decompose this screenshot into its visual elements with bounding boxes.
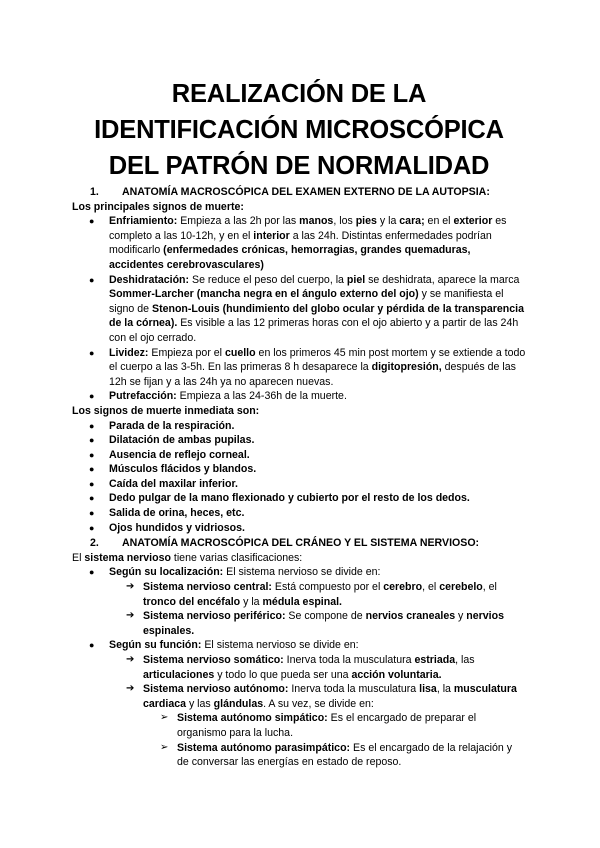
signs-intro: Los principales signos de muerte: [72, 200, 244, 213]
bullet-icon: ● [89, 567, 95, 578]
title-line-3: DEL PATRÓN DE NORMALIDAD [108, 152, 490, 180]
arrowhead-icon: ➢ [160, 712, 169, 724]
list-item-periferico: ➔ Sistema nervioso periférico: Se compone de nervios craneales y nervios espinales. [126, 610, 504, 637]
bullet-icon: ● [89, 449, 95, 460]
list-item: ● Parada de la respiración. [89, 419, 235, 432]
bullet-icon: ● [89, 478, 95, 489]
list-item-deshidratacion: ● Deshidratación: Se reduce el peso del cuerpo, la piel se deshidrata, aparece la marca Sommer-Larcher (mancha negra en el ángulo externo del ojo) y se manifiesta el signo de Stenon-Louis (hundimiento del globo ocular y pérdida de la transparencia de la córnea). Es visible a las 12 primeras horas con el ojo abierto y a partir de las 24h con el ojo cerrado. [89, 273, 525, 344]
section-title: ANATOMÍA MACROSCÓPICA DEL EXAMEN EXTERNO DE LA AUTOPSIA: [122, 186, 490, 198]
list-item: ● Ausencia de reflejo corneal. [89, 448, 250, 461]
list-item: ● Caída del maxilar inferior. [89, 477, 238, 490]
arrow-icon: ➔ [126, 581, 135, 593]
list-item-autonomo: ➔ Sistema nervioso autónomo: Inerva toda la musculatura lisa, la musculatura cardiaca y las glándulas. A su vez, se divide en: ➢ Sistema autónomo simpático: Es el encargado de preparar el organismo para la lucha. ➢ Sistema autónomo parasimpático: Es el encargado de la relajación y de conversar las energías en estado de reposo. [109, 682, 526, 770]
list-item-somatico: ➔ Sistema nervioso somático: Inerva toda la musculatura estriada, las articulaciones y todo lo que pueda ser una acción voluntaria. [126, 654, 475, 681]
list-item-funcion: ● Según su función: El sistema nervioso se divide en: ➔ Sistema nervioso somático: Inerva toda la musculatura estriada, las articulaciones y todo lo que pueda ser una acción voluntaria. ➔ Sistema nervioso autónomo: Inerva toda la musculatura lisa, la musculatura cardiaca y las glándulas. A su vez, se divide en: ➢ Sistema autónomo simpático: Es el encargado de preparar el organismo para la lucha. ➢ Sistema autónomo parasimpático: Es el encargado de la relajación y de conversar las energías en estado de reposo. [72, 638, 526, 769]
bullet-icon: ● [89, 508, 95, 519]
bullet-icon: ● [89, 522, 95, 533]
localizacion-sublist [109, 580, 526, 638]
bullet-icon: ● [89, 493, 95, 504]
list-item: ● Dedo pulgar de la mano flexionado y cubierto por el resto de los dedos. [89, 492, 470, 505]
list-item: ● Salida de orina, heces, etc. [89, 507, 245, 520]
section-number: 2. [90, 537, 99, 550]
arrow-icon: ➔ [126, 610, 135, 622]
classification-list [72, 565, 526, 769]
title-line-2: IDENTIFICACIÓN MICROSCÓPICA [94, 116, 504, 144]
section-2-heading [72, 536, 526, 551]
list-item-enfriamiento: ● Enfriamiento: Empieza a las 2h por las manos, los pies y la cara; en el exterior es completo a las 10-12h, y en el interior a las 24h. Distintas enfermedades podrían modificarlo (enfermedades crónicas, hemorragias, grandes quemaduras, accidentes cerebrovasculares) [89, 215, 507, 271]
bullet-icon: ● [89, 640, 95, 651]
immediate-signs-list [72, 419, 526, 536]
bullet-icon: ● [89, 274, 95, 285]
list-item-lividez: ● Lividez: Empieza por el cuello en los primeros 45 min post mortem y se extiende a todo el cuerpo a las 3-5h. En las primeras 8 h desaparece la digitopresión, después de las 12h se fijan y a las 24h ya no aparecen nuevas. [89, 346, 526, 388]
bullet-icon: ● [89, 435, 95, 446]
arrowhead-icon: ➢ [160, 741, 169, 753]
list-item: ● Dilatación de ambas pupilas. [89, 434, 255, 447]
signs-list [72, 214, 526, 404]
immediate-signs-intro: Los signos de muerte inmediata son: [72, 404, 260, 417]
bullet-icon: ● [89, 347, 95, 358]
arrow-icon: ➔ [126, 654, 135, 665]
page-title [72, 0, 526, 184]
list-item: ● Músculos flácidos y blandos. [89, 463, 257, 476]
funcion-sublist [109, 653, 526, 770]
list-item-putrefaccion: ● Putrefacción: Empieza a las 24-36h de la muerte. [89, 390, 347, 403]
section-number: 1. [90, 186, 99, 198]
list-item-localizacion: ● Según su localización: El sistema nervioso se divide en: ➔ Sistema nervioso central: Está compuesto por el cerebro, el cerebelo, el tronco del encéfalo y la médula espinal. ➔ Sistema nervioso periférico: Se compone de nervios craneales y nervios espinales. [72, 565, 526, 638]
bullet-icon: ● [89, 216, 95, 227]
autonomo-sublist [143, 711, 526, 769]
bullet-icon: ● [89, 464, 95, 475]
bullet-icon: ● [89, 391, 95, 402]
list-item: ● Ojos hundidos y vidriosos. [89, 521, 245, 534]
section-1-heading [72, 185, 526, 200]
arrow-icon: ➔ [126, 683, 135, 695]
section-title: ANATOMÍA MACROSCÓPICA DEL CRÁNEO Y EL SISTEMA NERVIOSO: [122, 537, 480, 550]
nervous-system-intro: El sistema nervioso tiene varias clasificaciones: [72, 551, 303, 564]
list-item-parasimpatico: ➢ Sistema autónomo parasimpático: Es el encargado de la relajación y de conversar las energías en estado de reposo. [160, 741, 513, 769]
list-item-central: ➔ Sistema nervioso central: Está compuesto por el cerebro, el cerebelo, el tronco del encéfalo y la médula espinal. [126, 581, 497, 608]
bullet-icon: ● [89, 420, 95, 431]
list-item-simpatico: ➢ Sistema autónomo simpático: Es el encargado de preparar el organismo para la lucha. [160, 712, 477, 739]
title-line-1: REALIZACIÓN DE LA [171, 80, 427, 108]
